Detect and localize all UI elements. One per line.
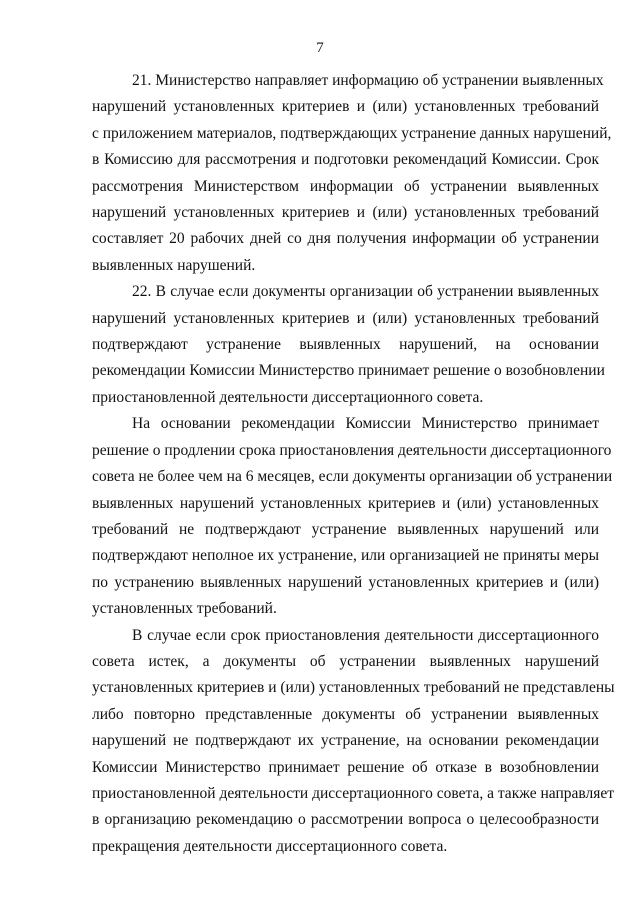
paragraph-line: приостановленной деятельности диссертационного совета, а также направляет [92, 784, 615, 802]
paragraph [92, 623, 615, 861]
paragraph [92, 68, 612, 279]
paragraph-line: решение о продлении срока приостановления деятельности диссертационного [92, 441, 612, 459]
paragraph-line: в организацию рекомендацию о рассмотрении вопроса о целесообразности [92, 811, 599, 829]
paragraph-line: либо повторно представленные документы об устранении выявленных [92, 705, 599, 723]
paragraph-line: подтверждают неполное их устранение, или организацией не приняты меры [92, 547, 599, 565]
paragraph-line: 22. В случае если документы организации об устранении выявленных [132, 283, 599, 301]
paragraph-line: В случае если срок приостановления деятельности диссертационного [132, 626, 599, 644]
paragraph [92, 279, 605, 411]
paragraph-line: нарушений установленных критериев и (или) установленных требований [92, 204, 599, 222]
paragraph-line: прекращения деятельности диссертационного совета. [92, 837, 448, 855]
paragraph-line: совета не более чем на 6 месяцев, если документы организации об устранении [92, 468, 613, 486]
paragraph-line: составляет 20 рабочих дней со дня получения информации об устранении [92, 230, 599, 248]
paragraph [92, 411, 613, 622]
paragraph-line: требований не подтверждают устранение выявленных нарушений или [92, 520, 599, 538]
paragraph-line: нарушений установленных критериев и (или) установленных требований [92, 309, 599, 327]
paragraph-line: с приложением материалов, подтверждающих устранение данных нарушений, [92, 124, 612, 142]
paragraph-line: рекомендации Комиссии Министерство принимает решение о возобновлении [92, 362, 605, 380]
paragraph-line: рассмотрения Министерством информации об устранении выявленных [92, 177, 599, 195]
paragraph-line: по устранению выявленных нарушений установленных критериев и (или) [92, 573, 599, 591]
document-body [92, 68, 615, 860]
paragraph-line: установленных требований. [92, 600, 277, 618]
paragraph-line: установленных критериев и (или) установленных требований не представлены [92, 679, 615, 697]
paragraph-line: приостановленной деятельности диссертационного совета. [92, 388, 484, 406]
paragraph-line: Комиссии Министерство принимает решение об отказе в возобновлении [92, 758, 599, 776]
paragraph-line: 21. Министерство направляет информацию об устранении выявленных [132, 72, 604, 89]
page-number: 7 [316, 40, 324, 56]
paragraph-line: подтверждают устранение выявленных нарушений, на основании [92, 336, 599, 354]
paragraph-line: в Комиссию для рассмотрения и подготовки рекомендаций Комиссии. Срок [92, 151, 599, 169]
paragraph-line: совета истек, а документы об устранении выявленных нарушений [92, 652, 599, 670]
paragraph-line: нарушений не подтверждают их устранение, на основании рекомендации [92, 732, 599, 750]
paragraph-line: нарушений установленных критериев и (или) установленных требований [92, 98, 599, 116]
paragraph-line: выявленных нарушений установленных критериев и (или) установленных [92, 494, 599, 512]
paragraph-line: выявленных нарушений. [92, 256, 256, 274]
paragraph-line: На основании рекомендации Комиссии Министерство принимает [132, 415, 599, 433]
